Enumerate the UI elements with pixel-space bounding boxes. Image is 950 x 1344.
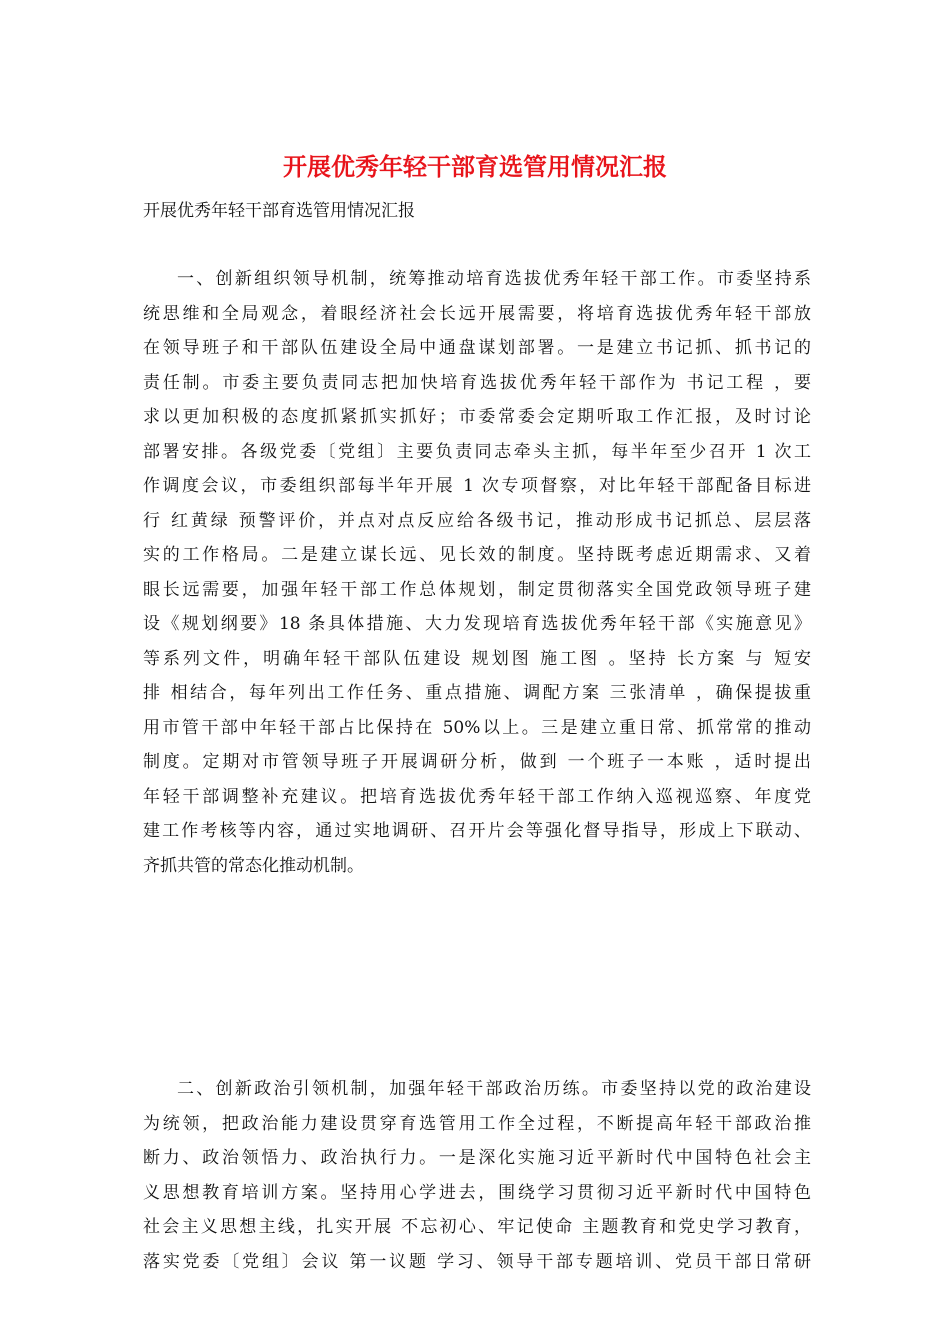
text-line: 断力、政治领悟力、政治执行力。一是深化实施习近平新时代中国特色社会主	[143, 1148, 811, 1168]
text-line: 等系列文件，明确年轻干部队伍建设 规划图 施工图 。坚持 长方案 与 短安	[143, 648, 811, 669]
text-line: 眼长远需要，加强年轻干部工作总体规划，制定贯彻落实全国党政领导班子建	[143, 579, 811, 600]
text-line: 责任制。市委主要负责同志把加快培育选拔优秀年轻干部作为 书记工程 ，要	[143, 372, 811, 393]
text-line: 作调度会议，市委组织部每半年开展 1 次专项督察，对比年轻干部配备目标进	[143, 476, 811, 496]
text-line: 为统领，把政治能力建设贯穿育选管用工作全过程，不断提高年轻干部政治推	[143, 1113, 811, 1134]
text-line: 行 红黄绿 预警评价，并点对点反应给各级书记，推动形成书记抓总、层层落	[143, 510, 811, 531]
document-subtitle: 开展优秀年轻干部育选管用情况汇报	[143, 201, 415, 221]
section-1-paragraph	[143, 262, 811, 883]
text-line: 落实党委〔党组〕会议 第一议题 学习、领导干部专题培训、党员干部日常研	[143, 1251, 811, 1272]
text-line: 实的工作格局。二是建立谋长远、见长效的制度。坚持既考虑近期需求、又着	[143, 545, 811, 565]
text-line: 统思维和全局观念，着眼经济社会长远开展需要，将培育选拔优秀年轻干部放	[143, 303, 811, 324]
text-line: 社会主义思想主线，扎实开展 不忘初心、牢记使命 主题教育和党史学习教育，	[143, 1217, 811, 1237]
text-line: 一、创新组织领导机制，统筹推动培育选拔优秀年轻干部工作。市委坚持系	[177, 269, 811, 289]
text-line: 建工作考核等内容，通过实地调研、召开片会等强化督导指导，形成上下联动、	[143, 821, 811, 841]
text-line: 部署安排。各级党委〔党组〕主要负责同志牵头主抓，每半年至少召开 1 次工	[143, 441, 811, 462]
text-line: 求以更加积极的态度抓紧抓实抓好；市委常委会定期听取工作汇报，及时讨论	[143, 407, 811, 427]
text-line: 二、创新政治引领机制，加强年轻干部政治历练。市委坚持以党的政治建设	[177, 1079, 811, 1099]
text-line: 设《规划纲要》18 条具体措施、大力发现培育选拔优秀年轻干部《实施意见》	[143, 614, 811, 634]
text-line: 排 相结合，每年列出工作任务、重点措施、调配方案 三张清单 ，确保提拔重	[143, 683, 811, 703]
section-2-paragraph	[143, 1072, 811, 1279]
text-line: 年轻干部调整补充建议。把培育选拔优秀年轻干部工作纳入巡视巡察、年度党	[143, 786, 811, 807]
text-line: 义思想教育培训方案。坚持用心学进去，围绕学习贯彻习近平新时代中国特色	[143, 1182, 811, 1203]
document-title: 开展优秀年轻干部育选管用情况汇报	[283, 152, 667, 181]
text-line: 在领导班子和干部队伍建设全局中通盘谋划部署。一是建立书记抓、抓书记的	[143, 338, 811, 358]
text-line: 制度。定期对市管领导班子开展调研分析，做到 一个班子一本账 ，适时提出	[143, 752, 811, 772]
text-line: 齐抓共管的常态化推动机制。	[143, 855, 364, 876]
text-line: 用市管干部中年轻干部占比保持在 50%以上。三是建立重日常、抓常常的推动	[143, 717, 811, 738]
